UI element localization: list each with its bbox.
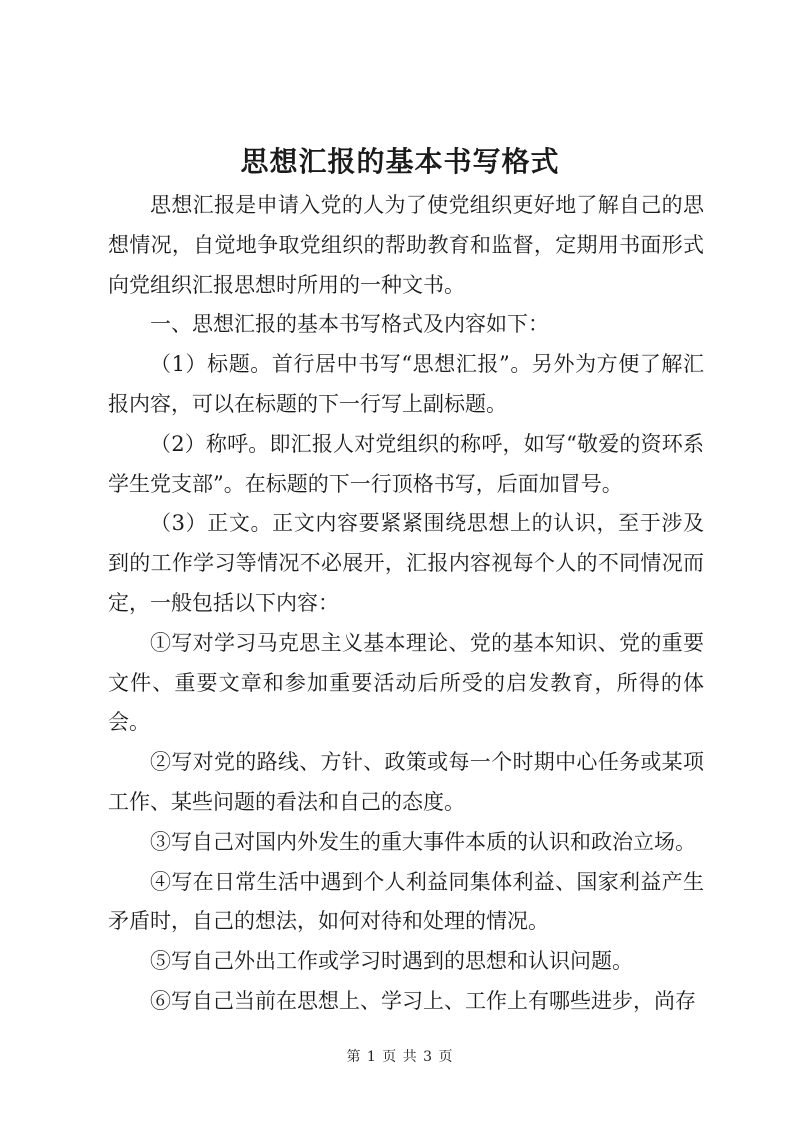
paragraph: 思想汇报是申请入党的人为了使党组织更好地了解自己的思想情况，自觉地争取党组织的帮助教育和监督，定期用书面形式向党组织汇报思想时所用的一种文书。 — [108, 193, 704, 297]
paragraph: ④写在日常生活中遇到个人利益同集体利益、国家利益产生矛盾时，自己的想法，如何对待和处理的情况。 — [108, 869, 704, 934]
paragraph: 一、思想汇报的基本书写格式及内容如下： — [150, 312, 549, 337]
paragraph: （3）正文。正文内容要紧紧围绕思想上的认识，至于涉及到的工作学习等情况不必展开，汇报内容视每个人的不同情况而定，一般包括以下内容： — [108, 511, 704, 615]
paragraph: ⑤写自己外出工作或学习时遇到的思想和认识问题。 — [150, 949, 633, 974]
paragraph: ③写自己对国内外发生的重大事件本质的认识和政治立场。 — [150, 829, 696, 854]
paragraph: ②写对党的路线、方针、政策或每一个时期中心任务或某项工作、某些问题的看法和自己的态度。 — [108, 750, 704, 814]
paragraph: ⑥写自己当前在思想上、学习上、工作上有哪些进步，尚存 — [150, 988, 696, 1013]
document-title: 思想汇报的基本书写格式 — [240, 145, 560, 178]
page-footer: 第 1 页 共 3 页 — [346, 1049, 454, 1065]
paragraph: ①写对学习马克思主义基本理论、党的基本知识、党的重要文件、重要文章和参加重要活动后所受的启发教育，所得的体会。 — [108, 630, 704, 735]
document-body — [108, 186, 704, 1022]
paragraph: （1）标题。首行居中书写“思想汇报”。另外为方便了解汇报内容，可以在标题的下一行写上副标题。 — [108, 352, 704, 416]
paragraph: （2）称呼。即汇报人对党组织的称呼，如写“敬爱的资环系学生党支部”。在标题的下一行顶格书写，后面加冒号。 — [108, 431, 704, 496]
